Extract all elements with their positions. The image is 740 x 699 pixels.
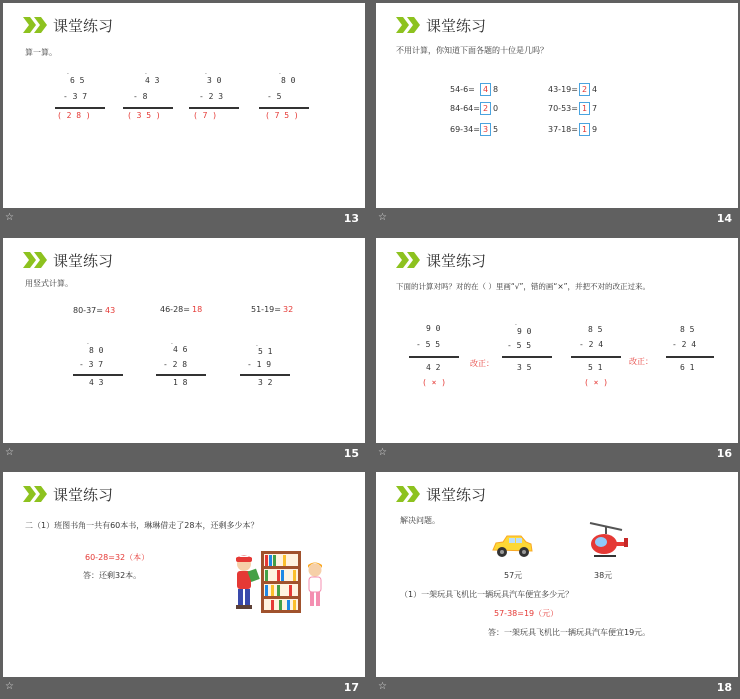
tens-box: 2 [579, 83, 590, 96]
slide-card [3, 472, 365, 677]
judgement: ( × ) [584, 378, 609, 387]
subtrahend: - 3 7 [63, 92, 88, 101]
borrow-mark: · [279, 71, 281, 78]
equation-result: 32 [283, 305, 294, 314]
divider-line [409, 356, 459, 358]
slide-footer [376, 443, 738, 465]
slide-card [376, 472, 738, 677]
minuend: 3 0 [207, 76, 222, 85]
equation: 60-28=32（本） [85, 553, 150, 562]
divider-line [189, 107, 239, 109]
borrow-mark: · [515, 322, 517, 329]
subtrahend: - 3 7 [79, 360, 104, 369]
minuend: 9 0 [426, 324, 441, 333]
chevron-icon [396, 252, 422, 268]
subtrahend: - 8 [133, 92, 148, 101]
tens-box: 2 [480, 102, 491, 115]
helicopter-price: 38元 [594, 571, 613, 580]
subtrahend: - 2 8 [163, 360, 188, 369]
divider-line [259, 107, 309, 109]
divider-line [73, 374, 123, 376]
instruction: 不用计算，你知道下面各题的十位是几吗？ [396, 46, 548, 55]
divider-line [55, 107, 105, 109]
divider-line [502, 356, 552, 358]
minuend: 5 1 [258, 347, 273, 356]
instruction: 用竖式计算。 [25, 279, 73, 288]
slide-number: 18 [716, 681, 732, 694]
minuend: 8 0 [89, 346, 104, 355]
equation-result: 43 [105, 306, 116, 315]
question: 二（1）班图书角一共有60本书，琳琳借走了28本，还剩多少本？ [25, 521, 259, 530]
star-icon: ☆ [5, 681, 14, 692]
minuend: 6 5 [70, 76, 85, 85]
slide-number: 17 [343, 681, 359, 694]
difference: 4 2 [426, 363, 441, 372]
title-text: 课堂练习 [426, 486, 487, 504]
slide-footer [3, 208, 365, 230]
subtrahend: - 5 5 [416, 340, 441, 349]
ones-digit: 0 [493, 104, 499, 113]
ones-digit: 5 [493, 125, 499, 134]
tens-box: 1 [579, 123, 590, 136]
correction-label: 改正： [629, 357, 653, 366]
difference: 1 8 [173, 378, 188, 387]
equation: 80-37= [73, 306, 103, 315]
divider-line [666, 356, 714, 358]
borrow-mark: · [205, 71, 207, 78]
star-icon: ☆ [378, 447, 387, 458]
slide-15[interactable] [3, 238, 365, 465]
title-text: 课堂练习 [426, 252, 487, 270]
difference: 6 1 [680, 363, 695, 372]
tens-box: 1 [579, 102, 590, 115]
slide-number: 13 [343, 212, 359, 225]
slide-footer [3, 443, 365, 465]
minuend: 9 0 [517, 327, 532, 336]
difference: 5 1 [588, 363, 603, 372]
subtrahend: - 2 4 [672, 340, 697, 349]
slide-card [3, 3, 365, 208]
subtrahend: - 2 4 [579, 340, 604, 349]
slide-card [376, 238, 738, 443]
tens-box: 4 [480, 83, 491, 96]
minuend: 8 5 [588, 325, 603, 334]
subtrahend: - 1 9 [247, 360, 272, 369]
toy-helicopter-icon [586, 520, 630, 562]
minuend: 4 3 [145, 76, 160, 85]
correction-label: 改正： [470, 359, 494, 368]
minuend: 8 0 [281, 76, 296, 85]
tens-box: 3 [480, 123, 491, 136]
borrow-mark: · [256, 343, 258, 350]
answer: ( 7 ) [193, 111, 218, 120]
difference: 3 5 [517, 363, 532, 372]
equation-result: 18 [192, 305, 203, 314]
star-icon: ☆ [5, 447, 14, 458]
instruction: 解决问题。 [400, 516, 440, 525]
star-icon: ☆ [378, 212, 387, 223]
minuend: 8 5 [680, 325, 695, 334]
subtrahend: - 5 [267, 92, 282, 101]
expression: 37-18= [548, 125, 578, 134]
instruction: 下面的计算对吗？对的在（ ）里画“√”，错的画“×”，并把不对的改正过来。 [396, 282, 650, 291]
answer: ( 3 5 ) [127, 111, 161, 120]
divider-line [571, 356, 621, 358]
divider-line [240, 374, 290, 376]
expression: 84-64= [450, 104, 480, 113]
chevron-icon [23, 17, 49, 33]
expression: 69-34= [450, 125, 480, 134]
borrow-mark: · [87, 341, 89, 348]
slide-13[interactable] [3, 3, 365, 230]
slide-16[interactable] [376, 238, 738, 465]
title-text: 课堂练习 [426, 17, 487, 35]
slide-card [3, 238, 365, 443]
borrow-mark: · [67, 71, 69, 78]
chevron-icon [23, 486, 49, 502]
judgement: ( × ) [422, 378, 447, 387]
chevron-icon [23, 252, 49, 268]
ones-digit: 4 [592, 85, 598, 94]
ones-digit: 8 [493, 85, 499, 94]
answer: ( 7 5 ) [265, 111, 299, 120]
instruction: 算一算。 [25, 48, 57, 57]
chevron-icon [396, 486, 422, 502]
car-price: 57元 [504, 571, 523, 580]
subtrahend: - 5 5 [507, 341, 532, 350]
equation: 46-28= [160, 305, 190, 314]
expression: 43-19= [548, 85, 578, 94]
toy-car-icon [490, 534, 534, 560]
divider-line [123, 107, 173, 109]
equation: 57-38=19（元） [494, 609, 559, 618]
title-text: 课堂练习 [53, 486, 114, 504]
slide-card [376, 3, 738, 208]
star-icon: ☆ [5, 212, 14, 223]
subtrahend: - 2 3 [199, 92, 224, 101]
star-icon: ☆ [378, 681, 387, 692]
bookshelf-children-illustration [227, 548, 327, 618]
borrow-mark: · [145, 71, 147, 78]
slide-14[interactable] [376, 3, 738, 230]
slide-footer [376, 208, 738, 230]
title-text: 课堂练习 [53, 252, 114, 270]
slide-17[interactable] [3, 472, 365, 699]
expression: 70-53= [548, 104, 578, 113]
divider-line [156, 374, 206, 376]
ones-digit: 9 [592, 125, 598, 134]
borrow-mark: · [171, 341, 173, 348]
answer: 答：一架玩具飞机比一辆玩具汽车便宜19元。 [488, 628, 651, 637]
answer: 答：还剩32本。 [83, 571, 142, 580]
slide-number: 14 [716, 212, 732, 225]
difference: 3 2 [258, 378, 273, 387]
title-text: 课堂练习 [53, 17, 114, 35]
equation: 51-19= [251, 305, 281, 314]
chevron-icon [396, 17, 422, 33]
ones-digit: 7 [592, 104, 598, 113]
slide-number: 15 [343, 447, 359, 460]
minuend: 4 6 [173, 345, 188, 354]
expression: 54-6= [450, 85, 475, 94]
slide-18[interactable] [376, 472, 738, 699]
answer: ( 2 8 ) [57, 111, 91, 120]
slide-number: 16 [716, 447, 732, 460]
difference: 4 3 [89, 378, 104, 387]
question: （1）一架玩具飞机比一辆玩具汽车便宜多少元？ [400, 590, 574, 599]
